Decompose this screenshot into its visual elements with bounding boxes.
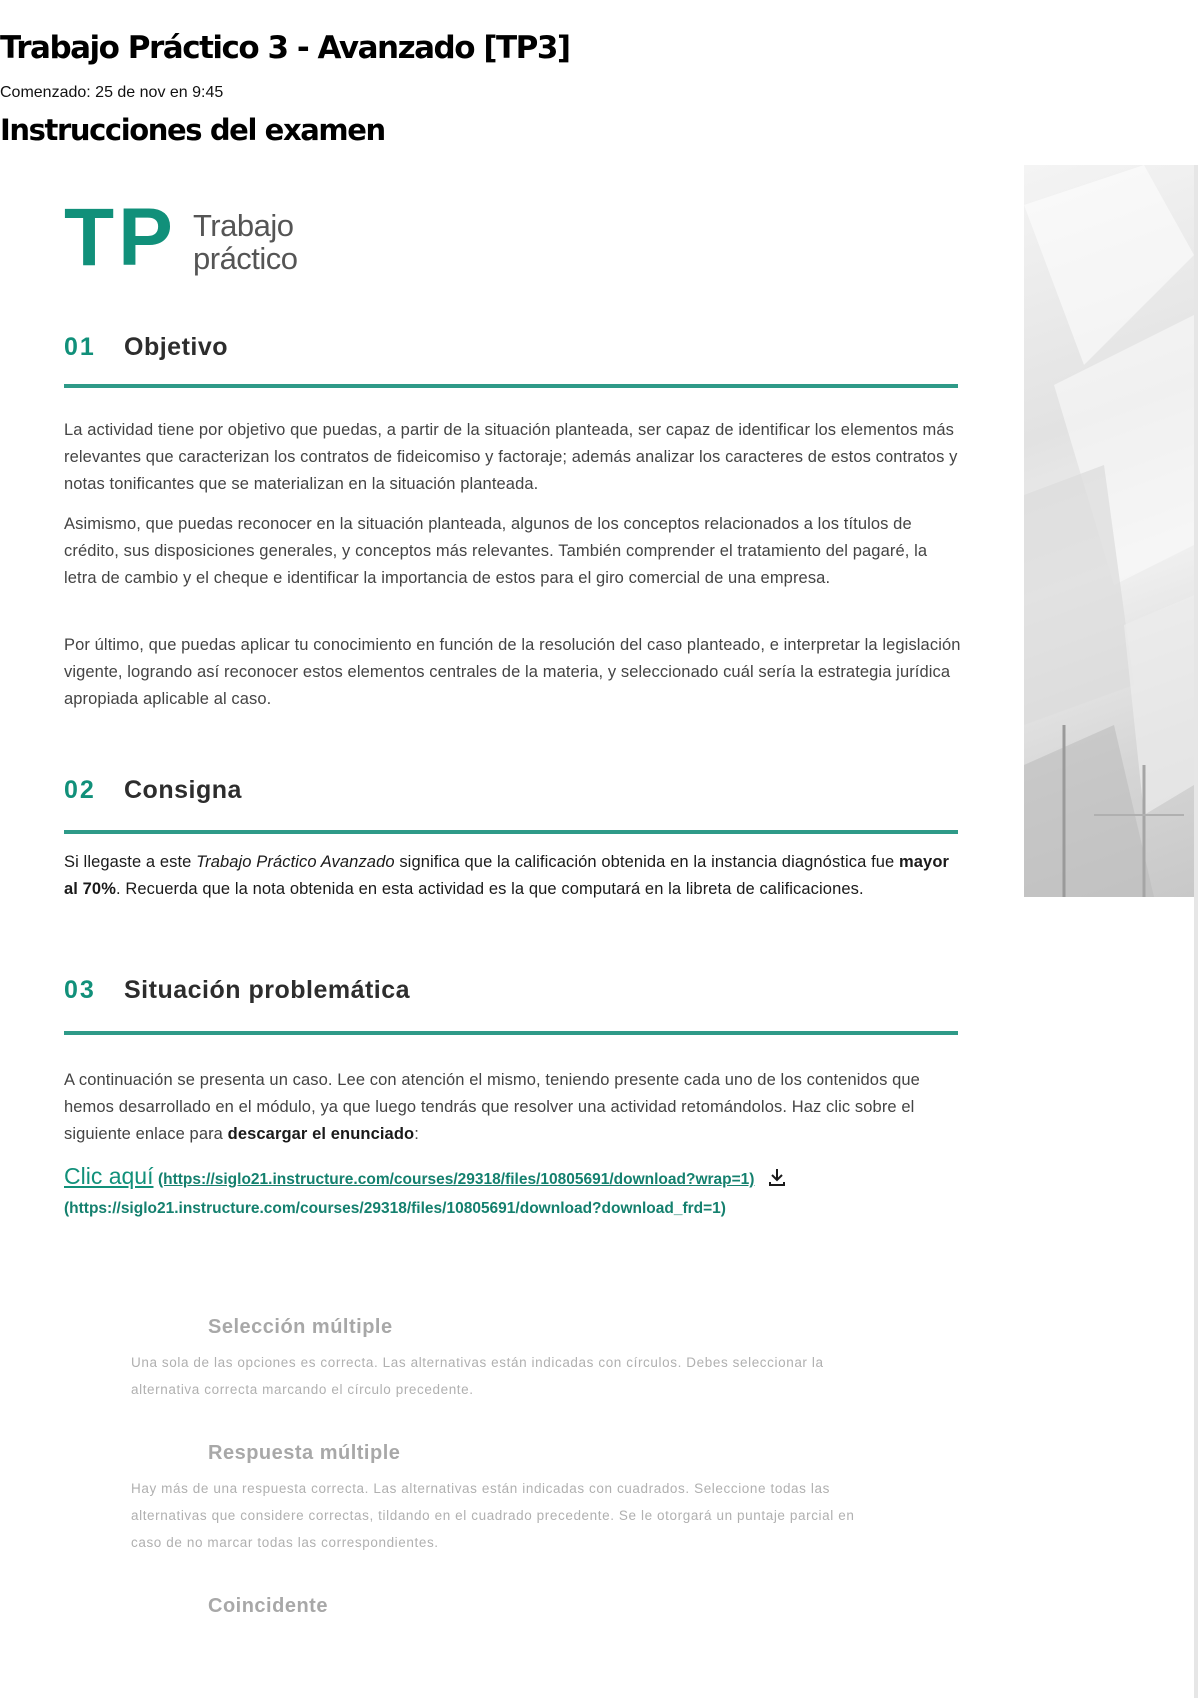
section-number: 02 bbox=[64, 776, 96, 804]
situacion-text: A continuación se presenta un caso. Lee con atención el mismo, teniendo presente cada uno de los contenidos que hemos desarrollado en el módulo, ya que luego tendrás que resolver una actividad retomándolos. Haz clic sobre el siguiente enlace para bbox=[64, 1071, 920, 1143]
section-objetivo-heading bbox=[64, 333, 229, 362]
legend-title-coincidente: Coincidente bbox=[208, 1595, 328, 1617]
download-line bbox=[64, 1163, 787, 1192]
scrollbar[interactable] bbox=[1194, 165, 1198, 1698]
section-title: Situación problemática bbox=[124, 976, 411, 1004]
legend-title-respuesta: Respuesta múltiple bbox=[208, 1442, 401, 1464]
section-number: 01 bbox=[64, 333, 96, 361]
download-icon[interactable] bbox=[767, 1167, 787, 1192]
consigna-text: significa que la calificación obtenida en la instancia diagnóstica fue bbox=[394, 853, 899, 871]
situacion-paragraph bbox=[64, 1067, 964, 1148]
consigna-text: . Recuerda que la nota obtenida en esta actividad es la que computará en la libreta de calificaciones. bbox=[115, 880, 864, 898]
section-situacion-heading bbox=[64, 976, 411, 1005]
section-consigna-heading bbox=[64, 776, 242, 805]
legend-title-seleccion: Selección múltiple bbox=[208, 1316, 393, 1338]
situacion-text: : bbox=[414, 1125, 419, 1143]
section-number: 03 bbox=[64, 976, 96, 1004]
consigna-paragraph bbox=[64, 849, 964, 903]
section-divider bbox=[64, 384, 958, 388]
section-title: Consigna bbox=[124, 776, 242, 804]
file-download-url-link[interactable]: (https://siglo21.instructure.com/courses/29318/files/10805691/download?download_frd=1) bbox=[64, 1200, 726, 1217]
objetivo-paragraph-3: Por último, que puedas aplicar tu conocimiento en función de la resolución del caso planteado, e interpretar la legislación vigente, logrando así reconocer estos elementos centrales de la materia, y seleccionado cuál sería la estrategia jurídica apropiada aplicable al caso. bbox=[64, 636, 961, 708]
situacion-bold: descargar el enunciado bbox=[227, 1125, 415, 1143]
started-timestamp: Comenzado: 25 de nov en 9:45 bbox=[0, 84, 224, 101]
logo-line-2: práctico bbox=[193, 241, 298, 276]
section-divider bbox=[64, 1031, 958, 1035]
logo-mark: TP bbox=[64, 192, 177, 283]
objetivo-paragraph-2: Asimismo, que puedas reconocer en la situación planteada, algunos de los conceptos relacionados a los títulos de crédito, sus disposiciones generales, y conceptos más relevantes. También comprender el tratamiento del pagaré, la letra de cambio y el cheque e identificar la importancia de estos para el giro comercial de una empresa. bbox=[64, 515, 928, 587]
legend-desc-seleccion: Una sola de las opciones es correcta. Las alternativas están indicadas con círculos. Debes seleccionar la alternativa correcta marcando el círculo precedente. bbox=[131, 1355, 824, 1397]
consigna-text: Si llegaste a este bbox=[64, 853, 197, 871]
legend-desc-respuesta: Hay más de una respuesta correcta. Las alternativas están indicadas con cuadrados. Seleccione todas las alternativas que considere correctas, tildando en el cuadrado precedente. Se le otorgará un puntaje parcial en caso de no marcar todas las correspondientes. bbox=[131, 1481, 855, 1550]
clic-aqui-link[interactable]: Clic aquí bbox=[64, 1163, 154, 1189]
section-title: Objetivo bbox=[124, 333, 229, 361]
section-divider bbox=[64, 830, 958, 834]
objetivo-paragraph-1: La actividad tiene por objetivo que puedas, a partir de la situación planteada, ser capaz de identificar los elementos más relevantes que caracterizan los contratos de fideicomiso y factoraje; además analizar los caracteres de estos contratos y notas tonificantes que se materializan en la situación planteada. bbox=[64, 421, 958, 493]
logo-line-1: Trabajo bbox=[193, 208, 294, 243]
decorative-side-image bbox=[1024, 165, 1194, 897]
page-title: Trabajo Práctico 3 - Avanzado [TP3] bbox=[0, 30, 570, 66]
instructions-heading: Instrucciones del examen bbox=[0, 113, 385, 147]
consigna-italic: Trabajo Práctico Avanzado bbox=[196, 853, 395, 871]
consigna-bold: mayor al 70% bbox=[64, 853, 950, 898]
file-view-url-link[interactable]: (https://siglo21.instructure.com/courses/29318/files/10805691/download?wrap=1) bbox=[157, 1171, 755, 1188]
logo-text bbox=[193, 209, 298, 275]
